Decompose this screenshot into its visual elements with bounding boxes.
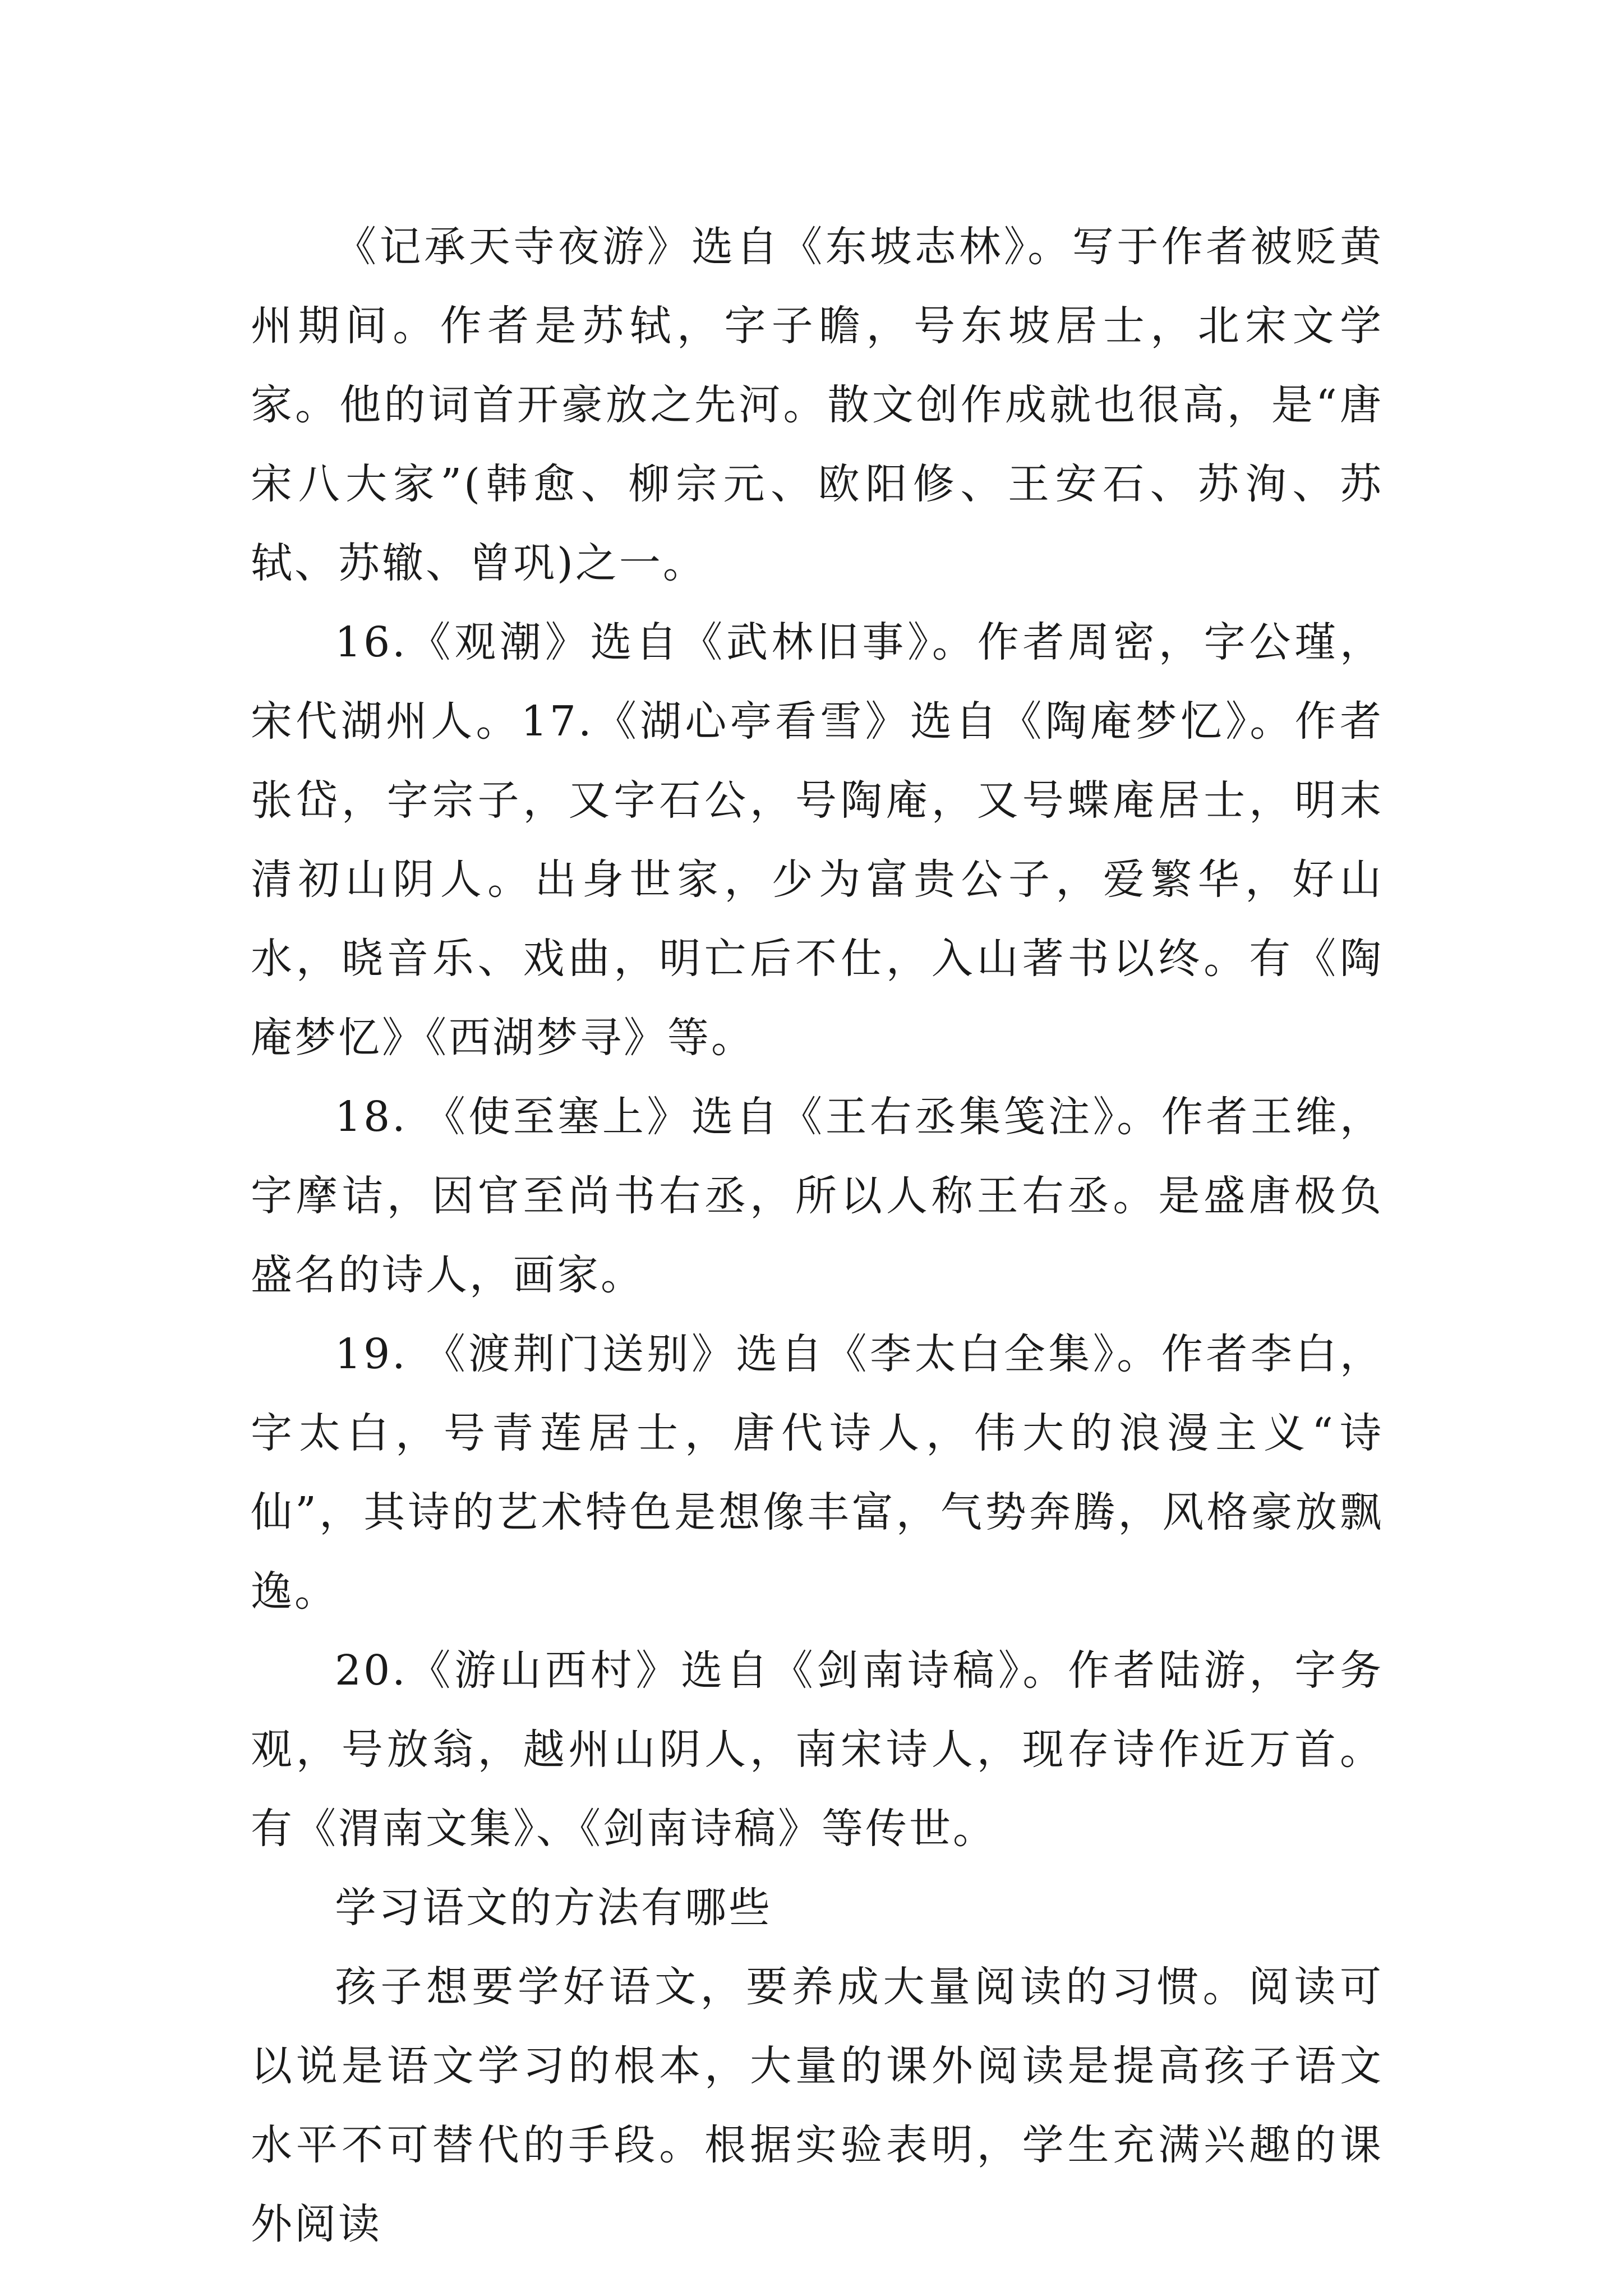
- section-heading: 学习语文的方法有哪些: [335, 1884, 772, 1932]
- paragraph-guan-chao: 16.《观潮》选自《武林旧事》。作者周密，字公瑾，宋代湖州人。17.《湖心亭看雪》选自《陶庵梦忆》。作者张岱，字宗子，又字石公，号陶庵，又号蝶庵居士，明末清初山阴人。出身世家，少为富贵公子，爱繁华，好山水，晓音乐、戏曲，明亡后不仕，入山著书以终。有《陶庵梦忆》《西湖梦寻》等。: [251, 618, 1384, 1062]
- paragraph-reading-habit: 孩子想要学好语文，要养成大量阅读的习惯。阅读可以说是语文学习的根本，大量的课外阅读是提高孩子语文水平不可替代的手段。根据实验表明，学生充满兴趣的课外阅读: [251, 1963, 1384, 2248]
- paragraph-ji-cheng-tian-si: 《记承天寺夜游》选自《东坡志林》。写于作者被贬黄州期间。作者是苏轼，字子瞻，号东坡居士，北宋文学家。他的词首开豪放之先河。散文创作成就也很高，是“唐宋八大家”(韩愈、柳宗元、欧阳修、王安石、苏洵、苏轼、苏辙、曾巩)之一。: [251, 223, 1384, 587]
- paragraph-du-jing-men: 19. 《渡荆门送别》选自《李太白全集》。作者李白，字太白，号青莲居士，唐代诗人，伟大的浪漫主义“诗仙”，其诗的艺术特色是想像丰富，气势奔腾，风格豪放飘逸。: [251, 1330, 1384, 1616]
- paragraph-shi-zhi-sai-shang: 18. 《使至塞上》选自《王右丞集笺注》。作者王维，字摩诘，因官至尚书右丞，所以人称王右丞。是盛唐极负盛名的诗人，画家。: [251, 1093, 1384, 1299]
- document-body: [251, 208, 1384, 2264]
- paragraph-you-shan-xi-cun: 20.《游山西村》选自《剑南诗稿》。作者陆游，字务观，号放翁，越州山阴人，南宋诗人，现存诗作近万首。有《渭南文集》、《剑南诗稿》等传世。: [251, 1646, 1384, 1853]
